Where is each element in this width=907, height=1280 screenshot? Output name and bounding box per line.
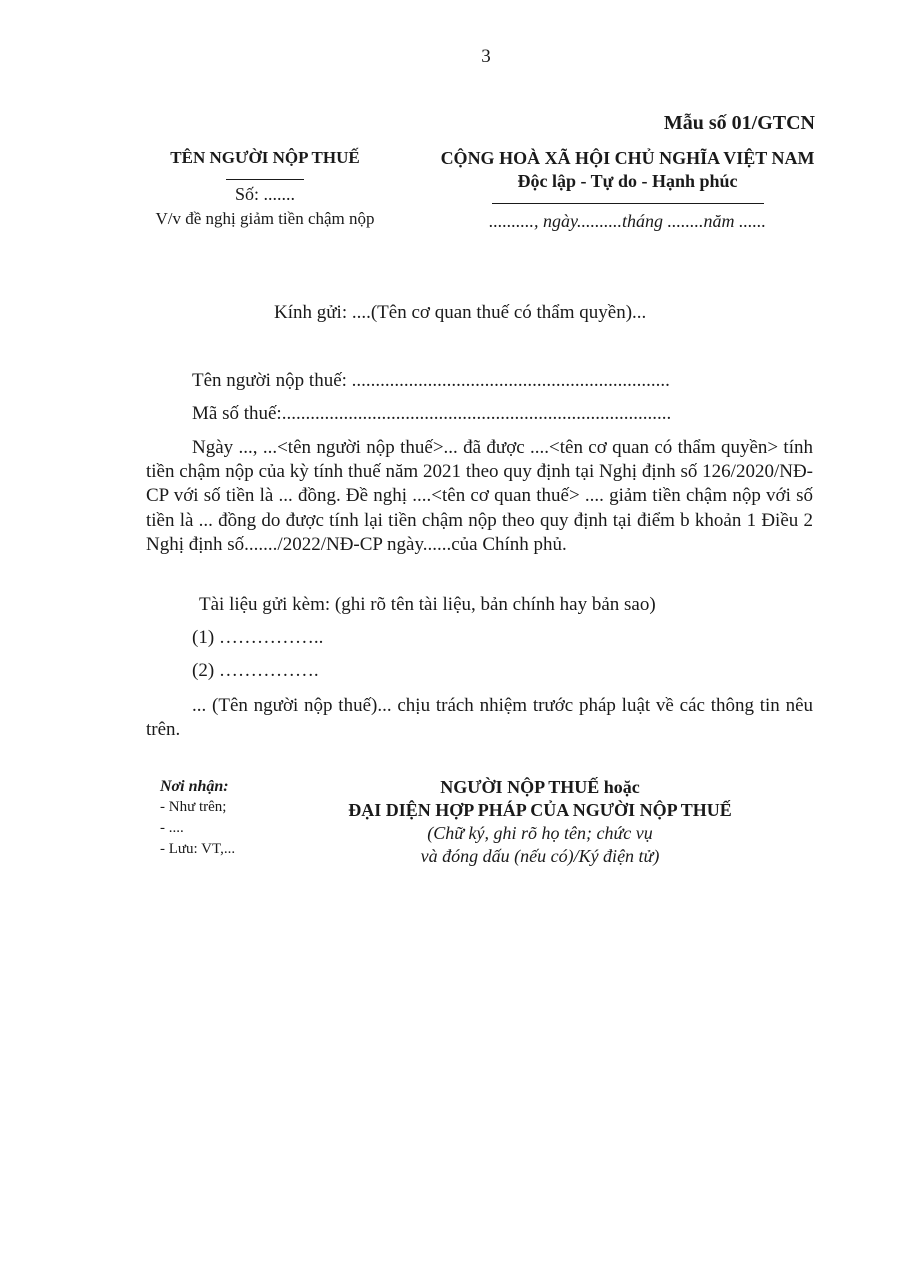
attachment-item-1: (1) …………….. — [192, 627, 324, 648]
attachments-intro: Tài liệu gửi kèm: (ghi rõ tên tài liệu, bản chính hay bản sao) — [199, 594, 656, 615]
date-line: .........., ngày..........tháng ........năm ...... — [489, 211, 766, 231]
tax-code-field: Mã số thuế:.................................................................................. — [192, 403, 672, 424]
signature-block — [330, 776, 750, 868]
page-number: 3 — [481, 46, 491, 67]
divider — [226, 179, 304, 180]
taxpayer-name-field: Tên người nộp thuế: ................................................................... — [192, 370, 670, 391]
receiver-item: - Như trên; — [160, 799, 227, 815]
signature-instruction-2: và đóng dấu (nếu có)/Ký điện tử) — [420, 846, 660, 866]
receivers-heading: Nơi nhận: — [160, 778, 229, 795]
signer-representative: ĐẠI DIỆN HỢP PHÁP CỦA NGƯỜI NỘP THUẾ — [348, 800, 732, 820]
attachment-item-2: (2) ……………. — [192, 660, 319, 681]
body-paragraph: Ngày ..., ...<tên người nộp thuế>... đã được ....<tên cơ quan có thẩm quyền> tính tiền chậm nộp của kỳ tính thuế năm 2021 theo quy định tại Nghị định số 126/2020/NĐ-CP với số tiền là ... đồng. Đề nghị ....<tên cơ quan thuế> .... giảm tiền chậm nộp với số tiền là ... đồng do được tính lại tiền chậm nộp theo quy định tại điểm b khoản 1 Điều 2 Nghị định số......./2022/NĐ-CP ngày......của Chính phủ. — [146, 437, 813, 555]
form-code: Mẫu số 01/GTCN — [663, 112, 815, 134]
receivers-block — [160, 776, 235, 860]
receiver-item: - Lưu: VT,... — [160, 841, 236, 857]
document-subject: V/v đề nghị giảm tiền chậm nộp — [155, 209, 375, 228]
sender-header — [120, 148, 410, 229]
national-header — [400, 148, 855, 232]
taxpayer-name-heading: TÊN NGƯỜI NỘP THUẾ — [170, 148, 360, 167]
signer-title: NGƯỜI NỘP THUẾ hoặc — [440, 777, 640, 797]
national-motto: Độc lập - Tự do - Hạnh phúc — [517, 171, 738, 191]
salutation: Kính gửi: ....(Tên cơ quan thuế có thẩm quyền)... — [274, 302, 647, 323]
nation-title: CỘNG HOÀ XÃ HỘI CHỦ NGHĨA VIỆT NAM — [440, 148, 815, 168]
receiver-item: - .... — [160, 820, 184, 836]
signature-instruction: (Chữ ký, ghi rõ họ tên; chức vụ — [427, 823, 653, 843]
divider — [492, 203, 764, 204]
document-number: Số: ....... — [234, 184, 295, 204]
responsibility-statement: ... (Tên người nộp thuế)... chịu trách nhiệm trước pháp luật về các thông tin nêu trên. — [146, 695, 813, 741]
